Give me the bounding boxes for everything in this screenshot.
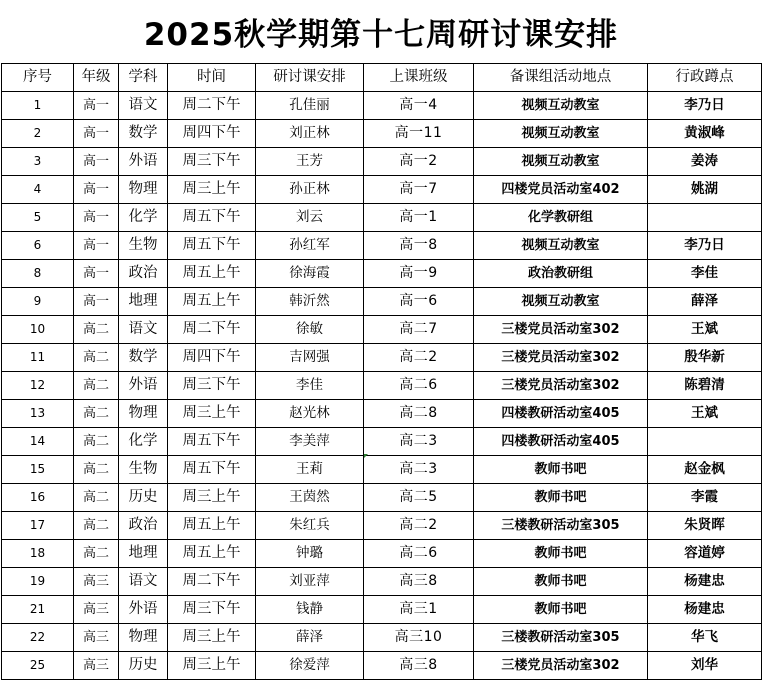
cell-index[interactable]: 22 xyxy=(2,624,74,652)
cell-class[interactable]: 高三10 xyxy=(364,624,474,652)
cell-location[interactable]: 三楼党员活动室302 xyxy=(474,652,648,680)
cell-class[interactable]: 高一8 xyxy=(364,232,474,260)
cell-subject[interactable]: 语文 xyxy=(119,92,168,120)
cell-subject[interactable]: 外语 xyxy=(119,596,168,624)
cell-class[interactable]: 高二7 xyxy=(364,316,474,344)
header-admin: 行政蹲点 xyxy=(648,64,762,92)
header-subject: 学科 xyxy=(119,64,168,92)
table-row xyxy=(2,596,762,624)
header-location: 备课组活动地点 xyxy=(474,64,648,92)
cell-grade[interactable]: 高二 xyxy=(74,400,119,428)
cell-location[interactable]: 三楼教研活动室305 xyxy=(474,512,648,540)
cell-grade[interactable]: 高一 xyxy=(74,92,119,120)
table-row xyxy=(2,204,762,232)
header-class: 上课班级 xyxy=(364,64,474,92)
cell-subject[interactable]: 外语 xyxy=(119,148,168,176)
header-time: 时间 xyxy=(168,64,256,92)
table-row xyxy=(2,260,762,288)
cell-grade[interactable]: 高一 xyxy=(74,204,119,232)
table-row xyxy=(2,624,762,652)
cell-subject[interactable]: 数学 xyxy=(119,120,168,148)
cell-class[interactable]: 高一9 xyxy=(364,260,474,288)
cell-admin[interactable]: 朱贤晖 xyxy=(648,512,762,540)
cell-time[interactable]: 周五下午 xyxy=(168,204,256,232)
cell-admin[interactable]: 李佳 xyxy=(648,260,762,288)
cell-index[interactable]: 15 xyxy=(2,456,74,484)
cell-location[interactable]: 四楼教研活动室405 xyxy=(474,400,648,428)
cell-time[interactable]: 周五上午 xyxy=(168,288,256,316)
cell-subject[interactable]: 化学 xyxy=(119,428,168,456)
cell-location[interactable]: 视频互动教室 xyxy=(474,232,648,260)
cell-time[interactable]: 周五下午 xyxy=(168,232,256,260)
cell-admin[interactable]: 黄淑峰 xyxy=(648,120,762,148)
cell-teacher[interactable]: 孙正林 xyxy=(256,176,364,204)
cell-index[interactable]: 18 xyxy=(2,540,74,568)
cell-subject[interactable]: 语文 xyxy=(119,316,168,344)
cell-location[interactable]: 教师书吧 xyxy=(474,596,648,624)
cell-time[interactable]: 周三上午 xyxy=(168,176,256,204)
cell-admin[interactable]: 赵金枫 xyxy=(648,456,762,484)
cell-location[interactable]: 三楼党员活动室302 xyxy=(474,372,648,400)
table-row xyxy=(2,232,762,260)
cell-grade[interactable]: 高三 xyxy=(74,624,119,652)
cell-location[interactable]: 教师书吧 xyxy=(474,484,648,512)
table-row xyxy=(2,456,762,484)
cell-time[interactable]: 周五上午 xyxy=(168,512,256,540)
cell-time[interactable]: 周四下午 xyxy=(168,344,256,372)
cell-class[interactable]: 高二6 xyxy=(364,540,474,568)
cell-admin[interactable]: 容道婷 xyxy=(648,540,762,568)
cell-teacher[interactable]: 李美萍 xyxy=(256,428,364,456)
cell-subject[interactable]: 生物 xyxy=(119,456,168,484)
cell-teacher[interactable]: 李佳 xyxy=(256,372,364,400)
cell-admin[interactable]: 华飞 xyxy=(648,624,762,652)
cell-grade[interactable]: 高二 xyxy=(74,428,119,456)
table-row xyxy=(2,148,762,176)
cell-subject[interactable]: 地理 xyxy=(119,540,168,568)
cell-teacher[interactable]: 韩沂然 xyxy=(256,288,364,316)
header-index: 序号 xyxy=(2,64,74,92)
cell-grade[interactable]: 高二 xyxy=(74,344,119,372)
cell-time[interactable]: 周三下午 xyxy=(168,372,256,400)
cell-subject[interactable]: 地理 xyxy=(119,288,168,316)
cell-teacher[interactable]: 刘云 xyxy=(256,204,364,232)
cell-subject[interactable]: 物理 xyxy=(119,400,168,428)
cell-index[interactable]: 1 xyxy=(2,92,74,120)
cell-location[interactable]: 视频互动教室 xyxy=(474,120,648,148)
cell-index[interactable]: 6 xyxy=(2,232,74,260)
cell-time[interactable]: 周三上午 xyxy=(168,400,256,428)
cell-index[interactable]: 21 xyxy=(2,596,74,624)
cell-admin[interactable]: 薛泽 xyxy=(648,288,762,316)
cell-time[interactable]: 周五下午 xyxy=(168,428,256,456)
table-row xyxy=(2,568,762,596)
cell-index[interactable]: 9 xyxy=(2,288,74,316)
cell-admin[interactable]: 姜涛 xyxy=(648,148,762,176)
cell-location[interactable]: 教师书吧 xyxy=(474,456,648,484)
cell-time[interactable]: 周二下午 xyxy=(168,316,256,344)
cell-location[interactable]: 教师书吧 xyxy=(474,568,648,596)
cell-index[interactable]: 13 xyxy=(2,400,74,428)
header-teacher: 研讨课安排 xyxy=(256,64,364,92)
cell-time[interactable]: 周五上午 xyxy=(168,260,256,288)
table-row xyxy=(2,176,762,204)
table-row xyxy=(2,540,762,568)
cell-grade[interactable]: 高二 xyxy=(74,540,119,568)
cell-grade[interactable]: 高三 xyxy=(74,596,119,624)
cell-location[interactable]: 教师书吧 xyxy=(474,540,648,568)
cell-class[interactable]: 高二3 xyxy=(364,428,474,456)
cell-teacher[interactable]: 孙红军 xyxy=(256,232,364,260)
table-row xyxy=(2,652,762,680)
cell-admin[interactable]: 姚湖 xyxy=(648,176,762,204)
cell-index[interactable]: 11 xyxy=(2,344,74,372)
cell-grade[interactable]: 高一 xyxy=(74,120,119,148)
cell-time[interactable]: 周五上午 xyxy=(168,540,256,568)
cell-subject[interactable]: 生物 xyxy=(119,232,168,260)
table-row xyxy=(2,484,762,512)
cell-index[interactable]: 17 xyxy=(2,512,74,540)
cell-admin[interactable]: 王斌 xyxy=(648,316,762,344)
cell-index[interactable]: 10 xyxy=(2,316,74,344)
cell-teacher[interactable]: 刘亚萍 xyxy=(256,568,364,596)
cell-location[interactable]: 三楼党员活动室302 xyxy=(474,316,648,344)
cell-admin[interactable]: 李乃日 xyxy=(648,232,762,260)
cell-admin[interactable] xyxy=(648,428,762,456)
table-row xyxy=(2,428,762,456)
table-row xyxy=(2,92,762,120)
table-row xyxy=(2,316,762,344)
cell-grade[interactable]: 高二 xyxy=(74,316,119,344)
cell-teacher[interactable]: 钱静 xyxy=(256,596,364,624)
cell-index[interactable]: 4 xyxy=(2,176,74,204)
cell-admin[interactable]: 李霞 xyxy=(648,484,762,512)
cell-index[interactable]: 16 xyxy=(2,484,74,512)
cell-class[interactable]: 高一11 xyxy=(364,120,474,148)
cell-teacher[interactable]: 孔佳丽 xyxy=(256,92,364,120)
cell-teacher[interactable]: 薛泽 xyxy=(256,624,364,652)
cell-teacher[interactable]: 王茵然 xyxy=(256,484,364,512)
cell-index[interactable]: 25 xyxy=(2,652,74,680)
cell-admin[interactable]: 刘华 xyxy=(648,652,762,680)
cell-teacher[interactable]: 朱红兵 xyxy=(256,512,364,540)
cell-grade[interactable]: 高三 xyxy=(74,568,119,596)
cell-location[interactable]: 视频互动教室 xyxy=(474,288,648,316)
cell-location[interactable]: 政治教研组 xyxy=(474,260,648,288)
cell-location[interactable]: 四楼党员活动室402 xyxy=(474,176,648,204)
cell-class[interactable]: 高一4 xyxy=(364,92,474,120)
cell-location[interactable]: 化学教研组 xyxy=(474,204,648,232)
cell-index[interactable]: 2 xyxy=(2,120,74,148)
cell-grade[interactable]: 高一 xyxy=(74,288,119,316)
cell-time[interactable]: 周二下午 xyxy=(168,568,256,596)
cell-subject[interactable]: 历史 xyxy=(119,484,168,512)
cell-grade[interactable]: 高一 xyxy=(74,260,119,288)
cell-teacher[interactable]: 刘正林 xyxy=(256,120,364,148)
cell-subject[interactable]: 物理 xyxy=(119,176,168,204)
table-row xyxy=(2,400,762,428)
cell-time[interactable]: 周三上午 xyxy=(168,484,256,512)
cell-class[interactable]: 高一7 xyxy=(364,176,474,204)
cell-subject[interactable]: 物理 xyxy=(119,624,168,652)
cell-class[interactable]: 高二3 xyxy=(364,456,474,484)
cell-grade[interactable]: 高一 xyxy=(74,148,119,176)
cell-class[interactable]: 高三8 xyxy=(364,568,474,596)
cell-teacher[interactable]: 吉网强 xyxy=(256,344,364,372)
table-row xyxy=(2,512,762,540)
cell-time[interactable]: 周二下午 xyxy=(168,92,256,120)
cell-time[interactable]: 周四下午 xyxy=(168,120,256,148)
cell-teacher[interactable]: 徐爱萍 xyxy=(256,652,364,680)
cell-index[interactable]: 5 xyxy=(2,204,74,232)
cell-index[interactable]: 12 xyxy=(2,372,74,400)
cell-admin[interactable] xyxy=(648,204,762,232)
cell-time[interactable]: 周三下午 xyxy=(168,596,256,624)
table-row xyxy=(2,120,762,148)
cell-admin[interactable]: 王斌 xyxy=(648,400,762,428)
cell-teacher[interactable]: 王芳 xyxy=(256,148,364,176)
cell-grade[interactable]: 高二 xyxy=(74,484,119,512)
cell-admin[interactable]: 杨建忠 xyxy=(648,568,762,596)
cell-subject[interactable]: 政治 xyxy=(119,260,168,288)
cell-class[interactable]: 高二8 xyxy=(364,400,474,428)
cell-teacher[interactable]: 赵光林 xyxy=(256,400,364,428)
cell-teacher[interactable]: 徐敏 xyxy=(256,316,364,344)
table-row xyxy=(2,372,762,400)
table-row xyxy=(2,288,762,316)
sheet-title: 2025秋学期第十七周研讨课安排 xyxy=(143,16,619,53)
cell-grade[interactable]: 高三 xyxy=(74,652,119,680)
cell-teacher[interactable]: 王莉 xyxy=(256,456,364,484)
header-row xyxy=(2,64,762,92)
cell-index[interactable]: 3 xyxy=(2,148,74,176)
cell-subject[interactable]: 数学 xyxy=(119,344,168,372)
cell-time[interactable]: 周三下午 xyxy=(168,148,256,176)
cell-class[interactable]: 高一1 xyxy=(364,204,474,232)
cell-location[interactable]: 视频互动教室 xyxy=(474,92,648,120)
cell-class[interactable]: 高二2 xyxy=(364,512,474,540)
schedule-table xyxy=(1,63,762,680)
cell-grade[interactable]: 高一 xyxy=(74,176,119,204)
cell-grade[interactable]: 高二 xyxy=(74,512,119,540)
cell-admin[interactable]: 殷华新 xyxy=(648,344,762,372)
cell-comment-marker xyxy=(364,454,368,458)
cell-location[interactable]: 四楼教研活动室405 xyxy=(474,428,648,456)
cell-location[interactable]: 视频互动教室 xyxy=(474,148,648,176)
cell-subject[interactable]: 语文 xyxy=(119,568,168,596)
cell-subject[interactable]: 历史 xyxy=(119,652,168,680)
cell-subject[interactable]: 政治 xyxy=(119,512,168,540)
cell-location[interactable]: 三楼教研活动室305 xyxy=(474,624,648,652)
cell-index[interactable]: 8 xyxy=(2,260,74,288)
table-row xyxy=(2,344,762,372)
cell-time[interactable]: 周五下午 xyxy=(168,456,256,484)
cell-grade[interactable]: 高二 xyxy=(74,372,119,400)
cell-class[interactable]: 高三8 xyxy=(364,652,474,680)
cell-teacher[interactable]: 徐海霞 xyxy=(256,260,364,288)
cell-class[interactable]: 高二6 xyxy=(364,372,474,400)
cell-grade[interactable]: 高二 xyxy=(74,456,119,484)
cell-index[interactable]: 19 xyxy=(2,568,74,596)
cell-location[interactable]: 三楼党员活动室302 xyxy=(474,344,648,372)
cell-subject[interactable]: 化学 xyxy=(119,204,168,232)
cell-class[interactable]: 高一2 xyxy=(364,148,474,176)
cell-class[interactable]: 高三1 xyxy=(364,596,474,624)
cell-class[interactable]: 高二2 xyxy=(364,344,474,372)
cell-class[interactable]: 高二5 xyxy=(364,484,474,512)
cell-admin[interactable]: 杨建忠 xyxy=(648,596,762,624)
cell-time[interactable]: 周三上午 xyxy=(168,624,256,652)
cell-subject[interactable]: 外语 xyxy=(119,372,168,400)
cell-time[interactable]: 周三上午 xyxy=(168,652,256,680)
header-grade: 年级 xyxy=(74,64,119,92)
cell-class[interactable]: 高一6 xyxy=(364,288,474,316)
cell-index[interactable]: 14 xyxy=(2,428,74,456)
cell-admin[interactable]: 李乃日 xyxy=(648,92,762,120)
cell-teacher[interactable]: 钟璐 xyxy=(256,540,364,568)
cell-admin[interactable]: 陈碧清 xyxy=(648,372,762,400)
cell-grade[interactable]: 高一 xyxy=(74,232,119,260)
